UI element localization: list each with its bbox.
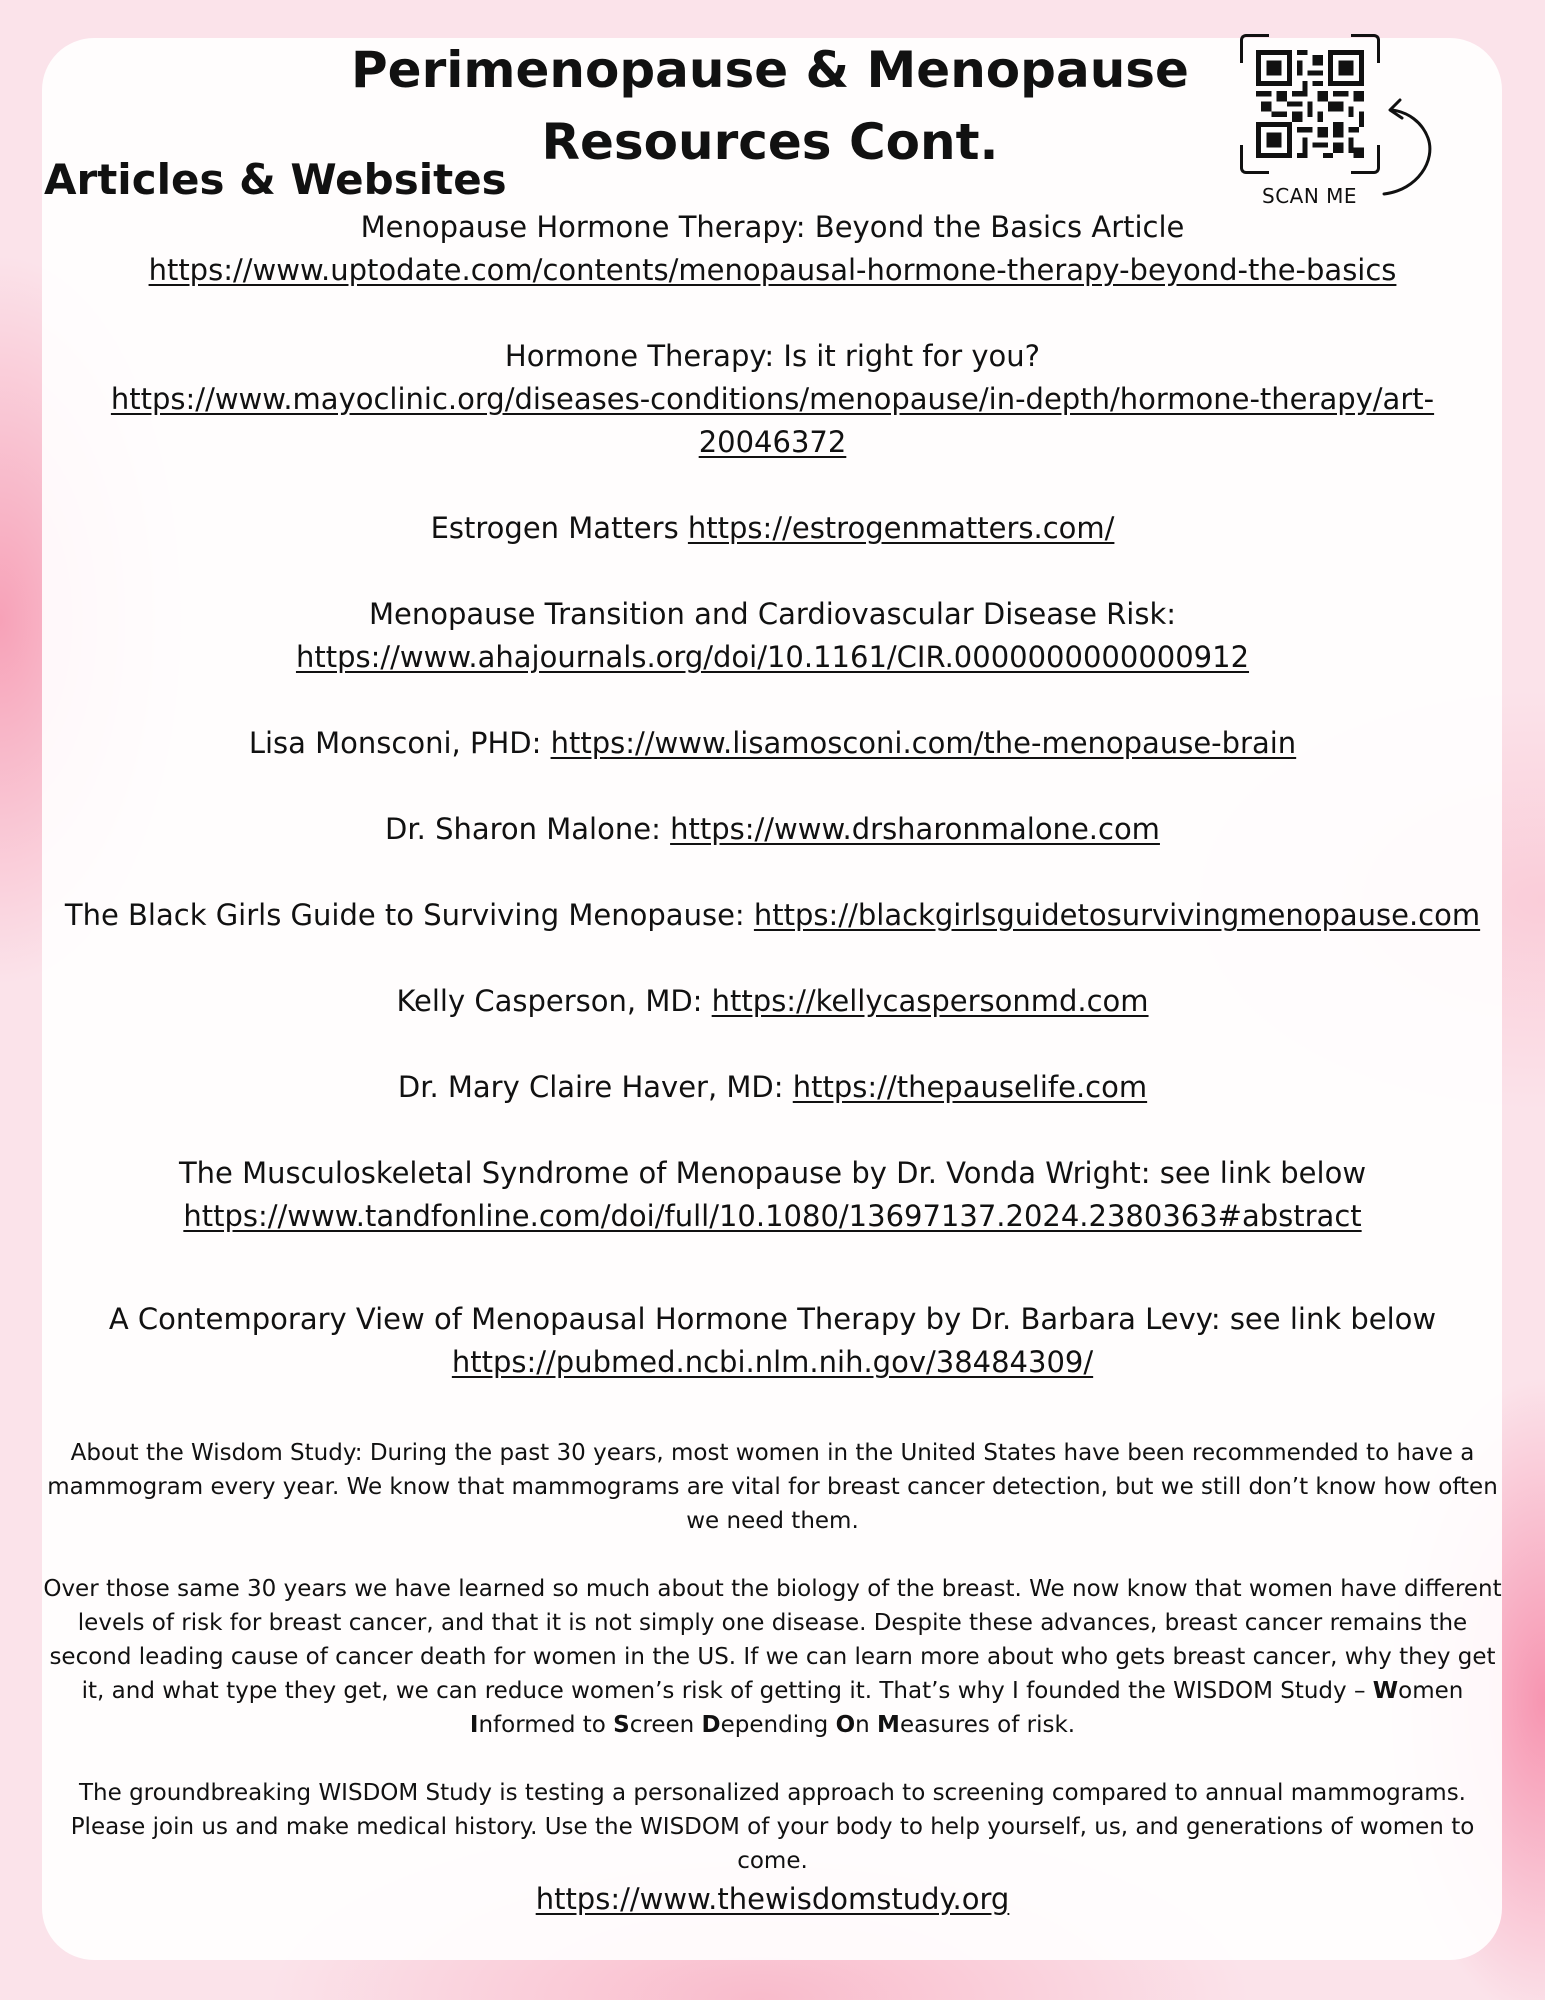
resource-link[interactable]: https://thepauselife.com — [792, 1070, 1148, 1104]
scan-me-label: SCAN ME — [1262, 184, 1358, 208]
resource-title: The Musculoskeletal Syndrome of Menopause by Dr. Vonda Wright: see link below — [178, 1156, 1367, 1190]
resource-link[interactable]: https://www.tandfonline.com/doi/full/10.1080/13697137.2024.2380363#abstract — [183, 1199, 1362, 1233]
about-paragraph: About the Wisdom Study: During the past 30 years, most women in the United States have been recommended to have a mammogram every year. We know that mammograms are vital for breast cancer detection, but we still don’t know how often we need them. — [47, 1440, 1498, 1534]
wisdom-study-link[interactable]: https://www.thewisdomstudy.org — [535, 1882, 1010, 1916]
resource-item — [40, 206, 1505, 292]
wisdom-acronym: Women Informed to Screen Depending On Measures of risk. — [469, 1678, 1464, 1738]
curved-arrow-icon — [1370, 82, 1440, 202]
page-title: Perimenopause & Menopause Resources Cont. — [351, 41, 1189, 171]
about-paragraph-text: Over those same 30 years we have learned so much about the biology of the breast. We now know that women have different levels of risk for breast cancer, and that it is not simply one disease. Despite these advances, breast cancer remains the second leading cause of cancer death for women in the US. If we can learn more about who gets breast cancer, why they get it, and what type they get, we can reduce women’s risk of getting it. That’s why I founded the WISDOM Study – — [43, 1576, 1502, 1704]
resource-link[interactable]: https://www.uptodate.com/contents/menopausal-hormone-therapy-beyond-the-basics — [148, 253, 1397, 287]
about-section — [40, 1436, 1505, 1920]
resource-link[interactable]: https://blackgirlsguidetosurvivingmenopause.com — [753, 898, 1481, 932]
qr-section[interactable] — [1240, 34, 1440, 214]
resource-title: Hormone Therapy: Is it right for you? — [504, 339, 1041, 373]
resource-title: Dr. Sharon Malone: — [385, 812, 661, 846]
resource-link[interactable]: https://www.ahajournals.org/doi/10.1161/CIR.0000000000000912 — [295, 640, 1250, 674]
resource-link[interactable]: https://estrogenmatters.com/ — [687, 511, 1115, 545]
resource-item — [40, 593, 1505, 679]
resource-item — [40, 1066, 1505, 1109]
resource-title: Kelly Casperson, MD: — [396, 984, 703, 1018]
resource-title: A Contemporary View of Menopausal Hormone Therapy by Dr. Barbara Levy: see link below — [108, 1302, 1437, 1336]
resource-title: Menopause Transition and Cardiovascular Disease Risk: — [368, 597, 1177, 631]
about-paragraph: The groundbreaking WISDOM Study is testing a personalized approach to screening compared to annual mammograms. Please join us and make medical history. Use the WISDOM of your body to help yourself, us, and generations of women to come. — [70, 1780, 1475, 1874]
resource-link[interactable]: https://kellycaspersonmd.com — [711, 984, 1149, 1018]
resource-link[interactable]: https://pubmed.ncbi.nlm.nih.gov/38484309/ — [451, 1345, 1094, 1379]
resource-item — [40, 1298, 1505, 1384]
resource-item — [40, 722, 1505, 765]
resource-title: Dr. Mary Claire Haver, MD: — [397, 1070, 784, 1104]
resource-item — [40, 1152, 1505, 1238]
section-heading: Articles & Websites — [44, 155, 507, 204]
resource-item — [40, 894, 1505, 937]
resource-list — [40, 206, 1505, 1427]
resource-title: The Black Girls Guide to Surviving Menopause: — [64, 898, 745, 932]
qr-frame — [1240, 34, 1380, 174]
resource-item — [40, 335, 1505, 464]
resource-title: Lisa Monsconi, PHD: — [248, 726, 542, 760]
resource-item — [40, 507, 1505, 550]
resource-link[interactable]: https://www.drsharonmalone.com — [670, 812, 1160, 846]
about-paragraph — [40, 1572, 1505, 1742]
resource-title: Estrogen Matters — [430, 511, 679, 545]
resource-title: Menopause Hormone Therapy: Beyond the Basics Article — [360, 210, 1185, 244]
qr-code-icon[interactable] — [1256, 50, 1364, 158]
resource-item — [40, 980, 1505, 1023]
resource-link[interactable]: https://www.mayoclinic.org/diseases-conditions/menopause/in-depth/hormone-therapy/art-20046372 — [110, 382, 1435, 459]
resource-link[interactable]: https://www.lisamosconi.com/the-menopause-brain — [550, 726, 1297, 760]
resource-item — [40, 808, 1505, 851]
